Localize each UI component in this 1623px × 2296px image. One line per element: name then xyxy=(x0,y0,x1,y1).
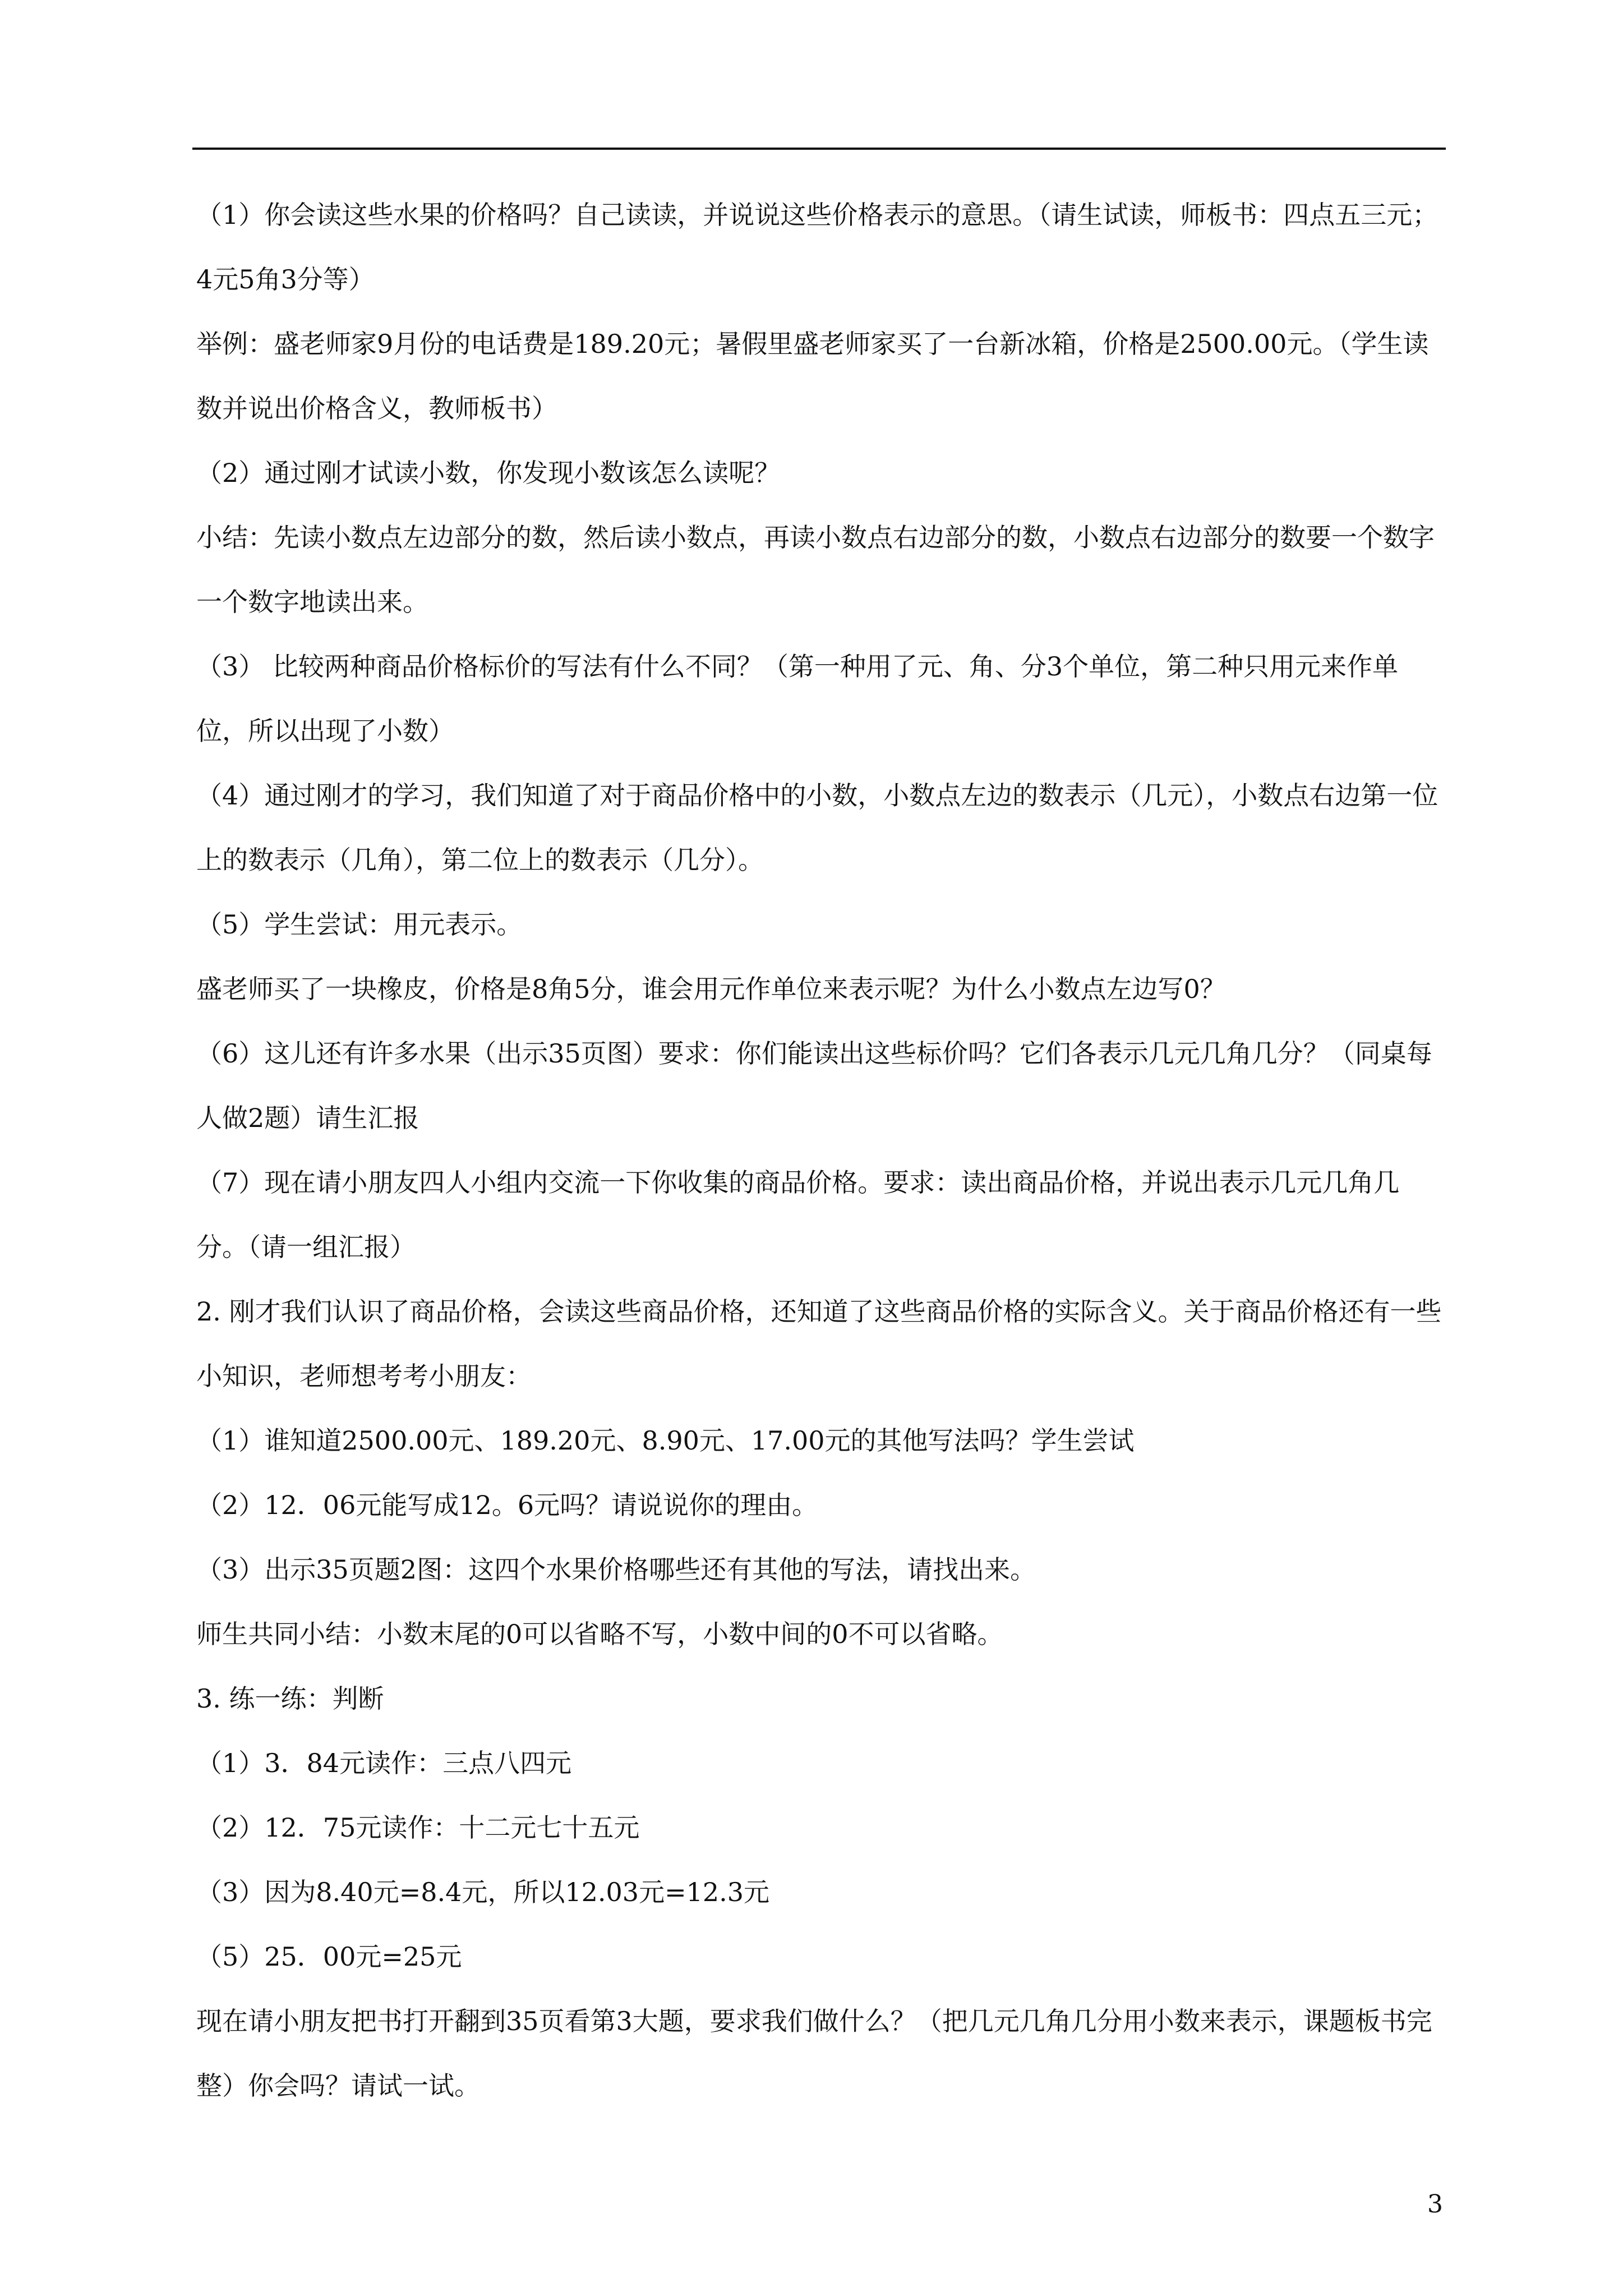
paragraph: （2）通过刚才试读小数，你发现小数该怎么读呢？ xyxy=(196,458,781,488)
paragraph: （3）出示35页题2图：这四个水果价格哪些还有其他的写法，请找出来。 xyxy=(196,1554,1036,1585)
paragraph: 3. 练一练：判断 xyxy=(196,1683,384,1714)
paragraph: （4）通过刚才的学习，我们知道了对于商品价格中的小数，小数点左边的数表示（几元），小数点右边第一位上的数表示（几角），第二位上的数表示（几分）。 xyxy=(196,780,1438,875)
paragraph: （2）12．75元读作：十二元七十五元 xyxy=(196,1812,640,1843)
paragraph: 盛老师买了一块橡皮，价格是8角5分，谁会用元作单位来表示呢？为什么小数点左边写0？ xyxy=(196,974,1226,1004)
paragraph: 师生共同小结：小数末尾的0可以省略不写，小数中间的0不可以省略。 xyxy=(196,1619,1003,1649)
paragraph: 举例：盛老师家9月份的电话费是189.20元；暑假里盛老师家买了一台新冰箱，价格是2500.00元。（学生读数并说出价格含义，教师板书） xyxy=(196,329,1429,424)
paragraph: 现在请小朋友把书打开翻到35页看第3大题，要求我们做什么？（把几元几角几分用小数来表示，课题板书完整）你会吗？请试一试。 xyxy=(196,2006,1432,2101)
paragraph: （5）学生尝试：用元表示。 xyxy=(196,909,523,940)
paragraph: （1）3．84元读作：三点八四元 xyxy=(196,1748,572,1778)
paragraph: （2）12．06元能写成12。6元吗？请说说你的理由。 xyxy=(196,1490,818,1520)
paragraph: 2. 刚才我们认识了商品价格，会读这些商品价格，还知道了这些商品价格的实际含义。关于商品价格还有一些小知识，老师想考考小朋友： xyxy=(196,1296,1442,1391)
paragraph: （5）25．00元=25元 xyxy=(196,1941,462,1972)
paragraph: （1）谁知道2500.00元、189.20元、8.90元、17.00元的其他写法吗？学生尝试 xyxy=(196,1425,1135,1456)
header-rule xyxy=(192,148,1446,150)
paragraph: （7）现在请小朋友四人小组内交流一下你收集的商品价格。要求：读出商品价格，并说出表示几元几角几分。（请一组汇报） xyxy=(196,1167,1400,1262)
paragraph: 小结：先读小数点左边部分的数，然后读小数点，再读小数点右边部分的数，小数点右边部分的数要一个数字一个数字地读出来。 xyxy=(196,522,1435,617)
paragraph: （3） 比较两种商品价格标价的写法有什么不同？（第一种用了元、角、分3个单位，第二种只用元来作单位，所以出现了小数） xyxy=(196,651,1399,746)
document-body xyxy=(196,183,1446,2118)
paragraph: （3）因为8.40元=8.4元，所以12.03元=12.3元 xyxy=(196,1877,770,1907)
paragraph: （1）你会读这些水果的价格吗？自己读读，并说说这些价格表示的意思。（请生试读，师板书：四点五三元；4元5角3分等） xyxy=(196,200,1438,295)
page-number: 3 xyxy=(1427,2190,1443,2219)
paragraph: （6）这儿还有许多水果（出示35页图）要求：你们能读出这些标价吗？它们各表示几元几角几分？（同桌每人做2题）请生汇报 xyxy=(196,1038,1432,1133)
